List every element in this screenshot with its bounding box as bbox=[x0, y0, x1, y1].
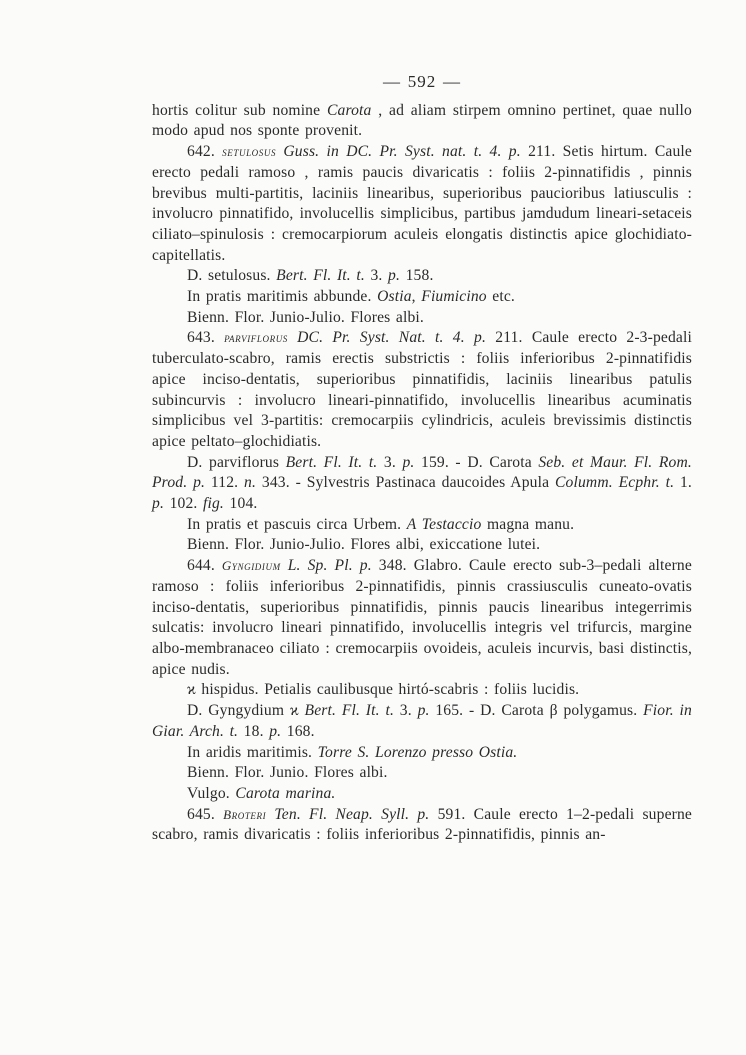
flowering-line: Bienn. Flor. Junio-Julio. Flores albi. bbox=[187, 308, 424, 326]
flowering-line: Bienn. Flor. Junio. Flores albi. bbox=[187, 764, 388, 782]
species-644: 644. Gyngidium L. Sp. Pl. p. 348. Glabro. Caule erecto sub-3–pedali alterne ramoso : foliis inferioribus 2-pinnatifidis, pinnis crassiusculis cuneato-ovatis inciso-dentatis, superioribus pinnatifidis, pinnis paucis linearibus integerrimis sulcatis: involucro lineari pinnatifido, involucellis integris vel trifurcis, margine albo-membranaceo ciliato : cremocarpiis ovoideis, aculeis incurvis, basi distinctis, apice nudis. bbox=[152, 557, 692, 678]
synonym-line: D. setulosus. Bert. Fl. It. t. 3. p. 158. bbox=[187, 267, 434, 285]
species-642: 642. setulosus Guss. in DC. Pr. Syst. nat. t. 4. p. 211. Setis hirtum. Caule erecto pedali ramoso , ramis paucis divaricatis : foliis 2-pinnatifidis , pinnis brevibus multi-partitis, laciniis linearibus, superioribus paucioribus latiusculis : involucro pinnatifido, involucellis simplicibus, partibus jamdudum lineari-setaceis ciliato–spinulosis : cremocarpiorum aculeis elongatis distinctis apice glochidiato-capitellatis. bbox=[152, 143, 692, 264]
flowering-line: Bienn. Flor. Junio-Julio. Flores albi, exiccatione lutei. bbox=[187, 536, 541, 554]
species-name: Broteri bbox=[223, 806, 267, 822]
synonym-line: D. parviflorus Bert. Fl. It. t. 3. p. 159. - D. Carota Seb. et Maur. Fl. Rom. Prod. p. 112. n. 343. - Sylvestris Pastinaca daucoides Apula Columm. Ecphr. t. 1. p. 102. fig. 104. bbox=[152, 453, 692, 513]
species-643: 643. parviflorus DC. Pr. Syst. Nat. t. 4. p. 211. Caule erecto 2-3-pedali tuberculato-scabro, ramis erectis substrictis : foliis inferioribus 2-pinnatifidis apice inciso-dentatis, superioribus pinnatifidis, laciniis linearibus patulis subincurvis : involucro lineari-pinnatifido, involucellis linearibus acuminatis simplicibus vel 3-partitis: cremocarpiis cylindricis, aculeis brevissimis distinctis apice peltato–glochidiatis. bbox=[152, 329, 692, 450]
variety-line: ϰ hispidus. Petialis caulibusque hirtó-scabris : foliis lucidis. bbox=[187, 681, 580, 699]
species-645: 645. Broteri Ten. Fl. Neap. Syll. p. 591. Caule erecto 1–2-pedali superne scabro, ramis divaricatis : foliis inferioribus 2-pinnatifidis, pinnis an- bbox=[152, 805, 693, 844]
species-name: parviflorus bbox=[224, 330, 288, 346]
habitat-line: In pratis maritimis abbunde. Ostia, Fiumicino etc. bbox=[187, 288, 515, 306]
habitat-line: In aridis maritimis. Torre S. Lorenzo presso Ostia. bbox=[187, 743, 518, 761]
page bbox=[152, 72, 692, 846]
habitat-line: In pratis et pascuis circa Urbem. A Testaccio magna manu. bbox=[187, 515, 575, 533]
species-name: Gyngidium bbox=[221, 558, 281, 574]
page-number: — 592 — bbox=[383, 72, 461, 91]
synonym-line: D. Gyngydium ϰ Bert. Fl. It. t. 3. p. 165. - D. Carota β polygamus. Fior. in Giar. Arch. t. 18. p. 168. bbox=[152, 702, 692, 740]
species-name: setulosus bbox=[222, 144, 277, 160]
paragraph-intro: hortis colitur sub nomine Carota , ad aliam stirpem omnino pertinet, quae nullo modo apud nos sponte provenit. bbox=[152, 101, 692, 140]
vernacular-line: Vulgo. Carota marina. bbox=[187, 784, 336, 802]
